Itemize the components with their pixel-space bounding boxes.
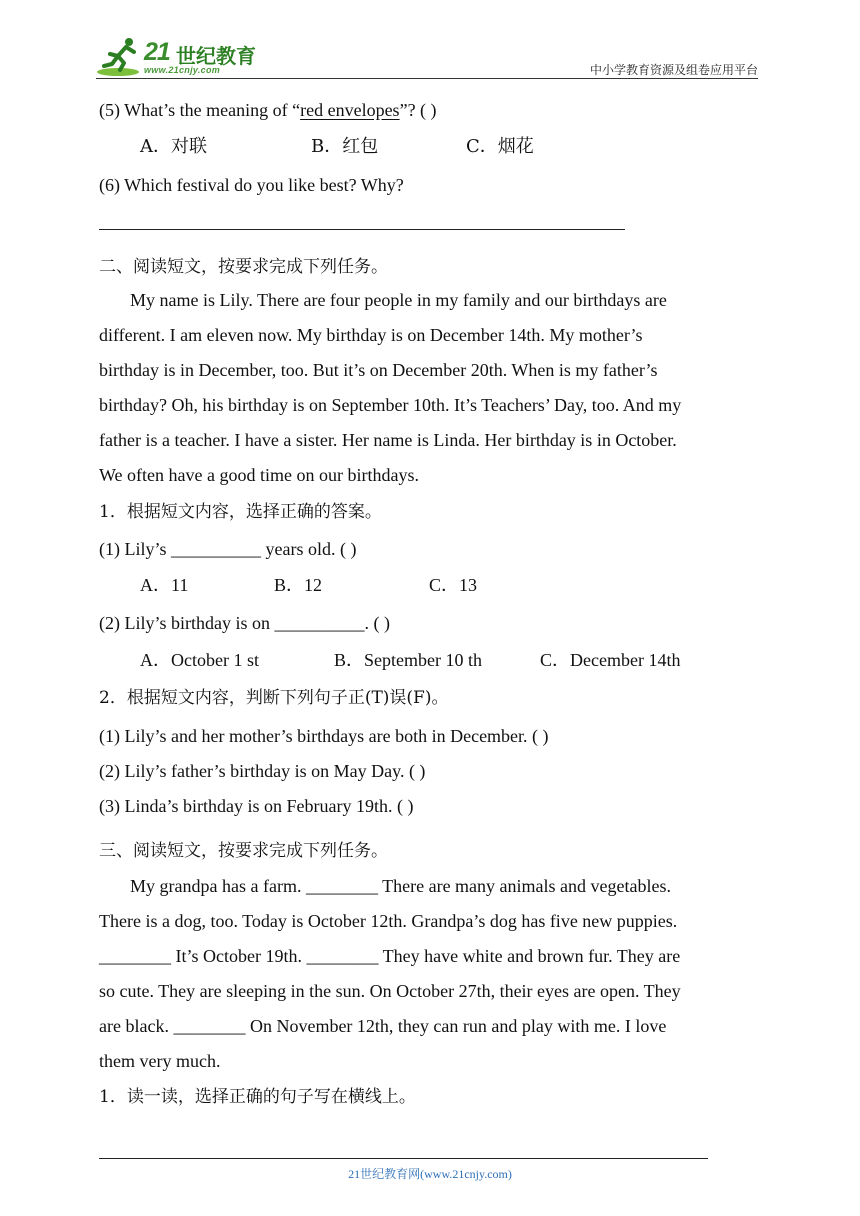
passage-2-line: birthday is in December, too. But it’s on December 20th. When is my father’s (99, 360, 658, 380)
q2-1-1-option-c: C．13 (429, 575, 478, 595)
passage-2-line: father is a teacher. I have a sister. Her name is Linda. Her birthday is in October. (99, 430, 677, 450)
section-2-heading: 二、阅读短文，按要求完成下列任务。 (99, 257, 388, 277)
q2-1-1-option-a: A．11 (140, 575, 189, 595)
site-logo (96, 36, 266, 78)
passage-3-line: them very much. (99, 1051, 221, 1071)
q2-1-2-option-b: B．September 10 th (334, 650, 482, 670)
header-divider (96, 78, 758, 79)
task-3-1-heading: 1．读一读，选择正确的句子写在横线上。 (99, 1087, 416, 1107)
footer-text: 21世纪教育网(www.21cnjy.com) (348, 1167, 512, 1181)
answer-line (99, 229, 625, 230)
q5-option-a: A．对联 (140, 136, 207, 157)
q2-1-2-option-a: A．October 1 st (140, 650, 259, 670)
question-2-1-2: (2) Lily’s birthday is on __________. ( ) (99, 613, 390, 633)
header-slogan: 中小学教育资源及组卷应用平台 (589, 63, 758, 77)
passage-3-line: so cute. They are sleeping in the sun. On October 27th, their eyes are open. They (99, 981, 681, 1001)
question-5-prefix: (5) What’s the meaning of “ (99, 100, 301, 120)
q5-option-c: C．烟花 (466, 136, 534, 157)
passage-3-line: There is a dog, too. Today is October 12th. Grandpa’s dog has five new puppies. (99, 911, 678, 931)
question-2-1-1: (1) Lily’s __________ years old. ( ) (99, 539, 357, 559)
q2-1-2-option-c: C．December 14th (540, 650, 681, 670)
passage-3-line: My grandpa has a farm. ________ There are many animals and vegetables. (130, 876, 671, 896)
q2-1-1-option-b: B．12 (274, 575, 323, 595)
logo-url: www.21cnjy.com (144, 65, 221, 75)
logo-number: 21 (144, 38, 170, 66)
passage-3-line: ________ It’s October 19th. ________ They have white and brown fur. They are (99, 946, 681, 966)
tf-question: (2) Lily’s father’s birthday is on May Day. ( ) (99, 761, 426, 781)
page-header (96, 36, 758, 78)
footer-divider (99, 1158, 708, 1159)
section-3-heading: 三、阅读短文，按要求完成下列任务。 (99, 841, 388, 861)
question-6: (6) Which festival do you like best? Why? (99, 175, 404, 195)
question-5-suffix: ”? ( ) (399, 100, 437, 120)
tf-question: (3) Linda’s birthday is on February 19th. ( ) (99, 796, 414, 816)
passage-2-line: birthday? Oh, his birthday is on September 10th. It’s Teachers’ Day, too. And my (99, 395, 682, 415)
passage-2-line: My name is Lily. There are four people in my family and our birthdays are (130, 290, 667, 310)
tf-question: (1) Lily’s and her mother’s birthdays are both in December. ( ) (99, 726, 549, 746)
passage-3-line: are black. ________ On November 12th, they can run and play with me. I love (99, 1016, 667, 1036)
passage-2-line: different. I am eleven now. My birthday is on December 14th. My mother’s (99, 325, 643, 345)
question-5 (99, 99, 437, 121)
runner-icon (96, 36, 146, 78)
q5-option-b: B．红包 (311, 136, 379, 157)
passage-2-line: We often have a good time on our birthdays. (99, 465, 419, 485)
logo-text: 世纪教育 (176, 44, 256, 68)
task-2-2-heading: 2．根据短文内容，判断下列句子正(T)误(F)。 (99, 688, 449, 708)
question-5-underlined: red envelopes (300, 100, 400, 120)
task-2-1-heading: 1．根据短文内容，选择正确的答案。 (99, 502, 382, 522)
